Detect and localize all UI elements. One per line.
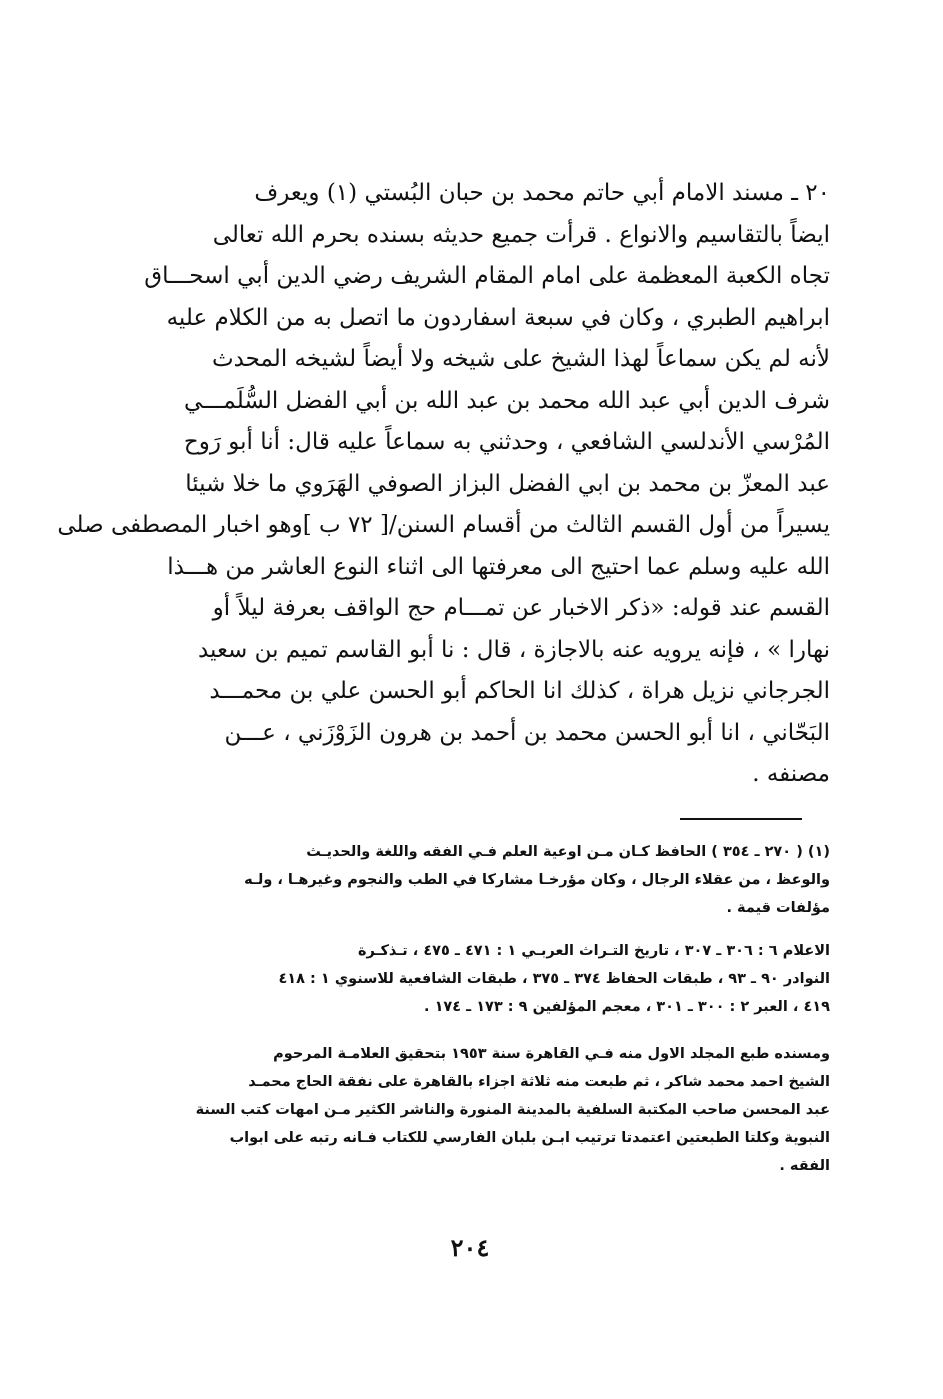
main-line: مصنفه . xyxy=(752,761,830,787)
main-line: ٢٠ ـ مسند الامام أبي حاتم محمد بن حبان البُستي (١) ويعرف xyxy=(254,180,830,206)
main-line: يسيراً من أول القسم الثالث من أقسام السنن/[ ٧٢ ب ]وهو اخبار المصطفى صلى xyxy=(57,512,830,538)
main-paragraph xyxy=(57,173,830,796)
footnote-line: النوادر ٩٠ ـ ٩٣ ، طبقات الحفاظ ٣٧٤ ـ ٣٧٥ ، طبقات الشافعية للاسنوي ١ : ٤١٨ xyxy=(278,971,830,987)
page-number: ٢٠٤ xyxy=(450,1233,490,1262)
footnote-1 xyxy=(140,838,830,922)
footnote-line: والوعظ ، من عقلاء الرجال ، وكان مؤرخـا مشاركا في الطب والنجوم وغيرهـا ، ولـه xyxy=(244,872,830,888)
footnote-line: مؤلفات قيمة . xyxy=(726,900,830,916)
main-line: عبد المعزّ بن محمد بن ابي الفضل البزاز الصوفي الهَرَوي ما خلا شيئا xyxy=(185,470,830,497)
footnote-line: الفقه . xyxy=(779,1158,830,1174)
footnote-line: (١) ( ٢٧٠ ـ ٣٥٤ ) الحافظ كـان مـن اوعية العلم فـي الفقه واللغة والحديـث xyxy=(306,844,830,860)
main-line: نهارا » ، فإنه يرويه عنه بالاجازة ، قال : نا أبو القاسم تميم بن سعيد xyxy=(197,636,830,663)
main-line: البَحّاني ، انا أبو الحسن محمد بن أحمد بن هرون الزَوْزَني ، عـــن xyxy=(224,719,830,746)
footnote-line: عبد المحسن صاحب المكتبة السلفية بالمدينة المنورة والناشر الكثير مـن امهات كتب السنة xyxy=(195,1102,830,1118)
footnote-line: النبوية وكلتا الطبعتين اعتمدتا ترتيب ابـن بلبان الفارسي للكتاب فـانه رتبه على ابواب xyxy=(229,1130,830,1146)
footnote-line: الاعلام ٦ : ٣٠٦ ـ ٣٠٧ ، تاريخ التـراث العربـي ١ : ٤٧١ ـ ٤٧٥ ، تـذكـرة xyxy=(357,943,830,959)
main-line: الجرجاني نزيل هراة ، كذلك انا الحاكم أبو الحسن علي بن محمـــد xyxy=(209,678,830,704)
main-line: ايضاً بالتقاسيم والانواع . قرأت جميع حديثه بسنده بحرم الله تعالى xyxy=(212,221,830,248)
footnote-line: ٤١٩ ، العبر ٢ : ٣٠٠ ـ ٣٠١ ، معجم المؤلفين ٩ : ١٧٣ ـ ١٧٤ . xyxy=(424,999,830,1015)
main-line: شرف الدين أبي عبد الله محمد بن عبد الله بن أبي الفضل السُّلَمـــي xyxy=(184,387,830,414)
footnote-line: الشيخ احمد محمد شاكر ، ثم طبعت منه ثلاثة اجزاء بالقاهرة على نفقة الحاج محمـد xyxy=(248,1074,830,1090)
footnote-separator xyxy=(680,818,802,820)
main-line: تجاه الكعبة المعظمة على امام المقام الشريف رضي الدين أبي اسحـــاق xyxy=(144,263,830,289)
main-line: المُرْسي الأندلسي الشافعي ، وحدثني به سماعاً عليه قال: أنا أبو رَوح xyxy=(183,429,830,455)
footnote-line: ومسنده طبع المجلد الاول منه فـي القاهرة سنة ١٩٥٣ بتحقيق العلامـة المرحوم xyxy=(273,1046,830,1062)
main-line: لأنه لم يكن سماعاً لهذا الشيخ على شيخه ولا أيضاً لشيخه المحدث xyxy=(211,346,830,372)
footnote-edition xyxy=(140,1040,830,1180)
main-line: ابراهيم الطبري ، وكان في سبعة اسفاردون ما اتصل به من الكلام عليه xyxy=(166,304,830,331)
footnote-references xyxy=(140,937,830,1021)
main-line: الله عليه وسلم عما احتيج الى معرفتها الى اثناء النوع العاشر من هـــذا xyxy=(167,553,830,580)
main-line: القسم عند قوله: «ذكر الاخبار عن تمـــام حج الواقف بعرفة ليلاً أو xyxy=(212,595,830,621)
